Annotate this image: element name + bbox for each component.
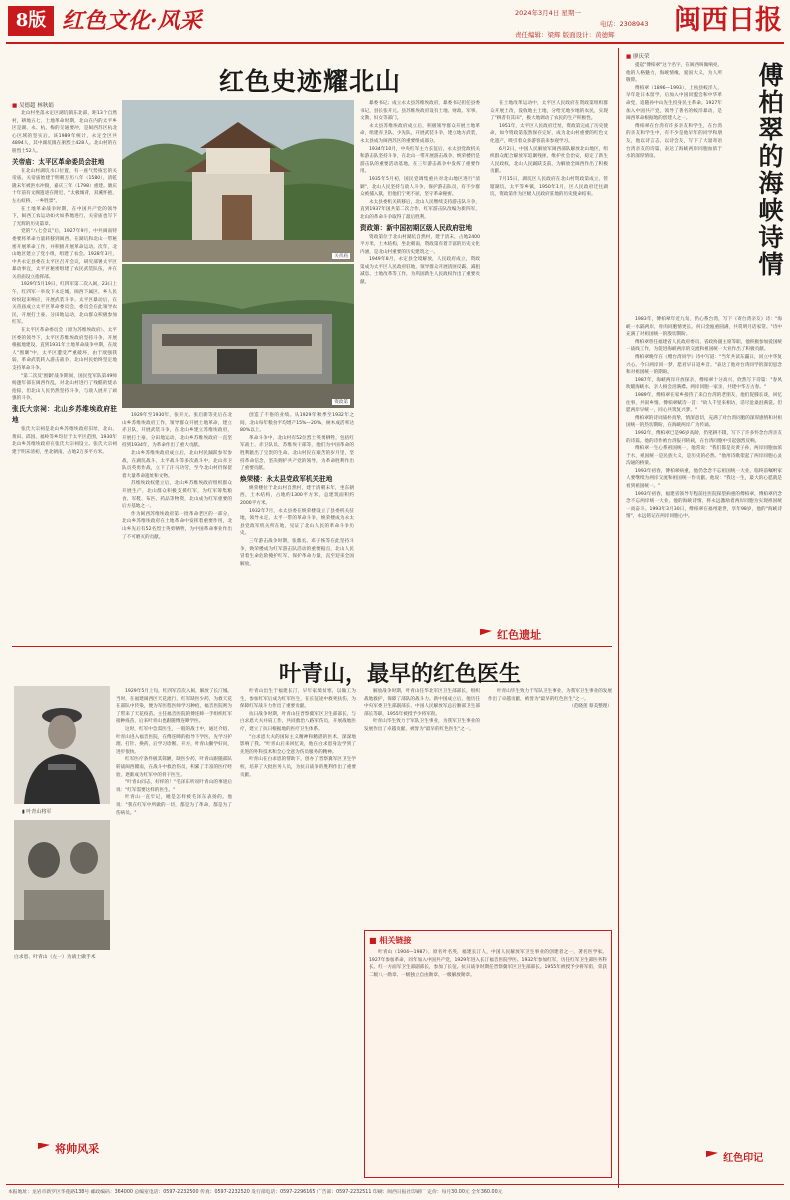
- paragraph: 1929年5月19日，红四军第二次入闽，23日上午，红四军一举攻下永定城，闽西下属区、乡人民纷纷起来响应，开展武装斗争。太平区暴动后，在关帝庙成立太平区革命委员会，委员会在此领导农民，开展打土豪、分田地运动，北山群众积极参加红军。: [12, 282, 117, 326]
- paragraph: 傅柏翠晚年在《赠台湾同学》诗中写道："当年共读东瀛日，同立中华复兴心。今日两岸同一梦，愿君早日返乡音。"表达了他对台湾同学的深切思念和对祖国统一的期盼。: [626, 354, 782, 376]
- guandi-temple-photo: [122, 100, 354, 262]
- article1-column-2: [122, 412, 232, 642]
- paragraph: 苏维埃政权建立后，北山乡苏维埃政府组织群众开展生产，北山群众积极支援红军，为红军筹集粮食、军鞋、布匹、药品等物资，北山成为红军重要的后方基地之一。: [122, 481, 232, 510]
- paragraph: "叶青山同志，好样的！"毛泽东听说叶青山的事迹后说："红军需要这样的医生。": [116, 780, 232, 793]
- paragraph: 党的"八七会议"后，1927年9月，中共闽南特委要将革命力量转移到闽西，在湖坑和北山一带秘密开展革命工作，并积极开展革命运动。次年，北山地区建立了党小组，组建了农会。1928年3月，中共永定县委在太平区召开会议，研究部署太平区暴动事宜，太平区秘密组建了农民武装队伍，并在关帝庙设立指挥部。: [12, 229, 117, 280]
- flag-icon: [480, 629, 492, 641]
- portrait-illustration: [14, 686, 110, 804]
- surgery-caption: 白求恩、叶青山（左一）为战士做手术: [14, 955, 96, 960]
- section-tag-label: 将帅风采: [55, 1142, 100, 1156]
- paragraph: 1929年至1930年，张开元、张启新等先后在北山乡苏维埃政府工作，领导群众开展土地革命，建立赤卫队，开展武装斗争，在北山乡建立苏维埃政府，开展打土豪、分田地运动，北山乡苏维埃政府一直坚持到1934年，为革命作出了重大贡献。: [122, 413, 232, 449]
- paragraph: 焕荣楼位于北山村自然村，建于清朝末年，坐东朝西，土木结构，占地约1300平方米，总建筑面积约2000平方米。: [240, 485, 354, 506]
- zizheng-mansion-photo: [122, 264, 354, 408]
- caption-text: 叶青山将军: [26, 809, 52, 815]
- subheading: 关帝庙：太平区革命委员会驻地: [12, 157, 105, 166]
- bio-heading-text: 相关链接: [379, 935, 412, 945]
- bio-box: [364, 930, 612, 1178]
- paragraph: 傅柏翠曾任福建省人民政府委员、省政协副主席等职，他积极参加爱国统一战线工作，为促进海峡两岸的交流和祖国统一大业作出了积极贡献。: [626, 339, 782, 353]
- masthead: [0, 0, 790, 44]
- mansion-illustration: [122, 264, 354, 408]
- page-label: 8版: [8, 6, 54, 36]
- paragraph: 叶青山一直牢记，她是怎样被毛泽东表扬的。他说："我在红军中所做的一切，都是为了革命，都是为了伤病员。": [116, 795, 232, 816]
- paragraph: 北山乡苏维埃政府成立后，北山村民踊跃参军参战，在湖坑战斗、太平战斗等多次战斗中，北山赤卫队员英勇作战，立下了汗马功劳，至今北山村仍保留着大量革命遗址和文物。: [122, 450, 232, 479]
- article1-column-1: [12, 110, 117, 642]
- paragraph: 在土地改革运动中，太平区人民政府在资政第组织群众开展土改，没收地主土地，分给无地少地的农民，实现了"耕者有其田"，极大地调动了农民的生产积极性。: [490, 101, 608, 122]
- ye-qingshan-portrait: [14, 686, 110, 804]
- paragraph: "第二次反'围剿'战争期间，国民党军队第49师杨逢年部在闽西作乱，对北山村进行了残酷的烧杀抢掠，但北山人民仍然坚持斗争，与敌人展开了顽强的斗争。: [12, 373, 117, 402]
- article3-title: 傅柏翠的海峡诗情: [755, 62, 784, 278]
- paragraph: 红军医疗条件极其简陋，缺医少药，叶青山跟随部队转战闽西赣南，在战斗中救治伤员，积累了丰富的医疗经验，逐渐成为红军中的骨干医生。: [116, 757, 232, 778]
- section-tag-label: 红色遗址: [497, 628, 542, 642]
- article1-column-4b: [490, 100, 608, 618]
- paragraph: 1987年，海峡两岸开放探亲，傅柏翠十分高兴，欣然写下诗篇："春风吹暖海峡水，亲人相会泪满襟。两岸同胞一家亲，共建中华万古春。": [626, 377, 782, 391]
- article1-column-4a: [360, 100, 480, 618]
- paragraph: 在土地革命战争时期，在中国共产党的领导下，闽西工农运动如火如荼地进行，关帝庙也写下了光辉的历史篇章。: [12, 206, 117, 227]
- paper-name: 闽西日报: [674, 5, 782, 36]
- author-marker-icon: ■: [12, 103, 19, 109]
- date-line: 2024年3月4日 星期一: [515, 9, 581, 17]
- flag-icon: [38, 1143, 50, 1155]
- footer-rule: [6, 1184, 784, 1185]
- paragraph: 1929年5月上旬，红四军首次入闽，解放了长汀城。当时，在福建闽西区天花流行，红军缺医少药，为救天花在部队中传染，便为军医程医师学习种痘，福音医院则为了带来了天花疫苗。主任福音医院的傅连暲一手组织红军接种疫苗，后来叶青山也跟随傅连暲学医。: [116, 689, 232, 725]
- article3-column-main: [626, 316, 782, 1136]
- paragraph: 革命斗争中，北山村有52位烈士英勇牺牲，包括红军战士、赤卫队员、苏维埃干部等，他们为中国革命的胜利献出了宝贵的生命。北山村民在艰苦的岁月里，坚持革命信念，坚决拥护共产党的领导，为革命胜利作出了重要贡献。: [240, 435, 354, 472]
- paragraph: 傅柏翠的诗词质朴真挚，情深意切，充满了对台湾同胞的深厚感情和对祖国统一的热切期盼，在海峡两岸广为传诵。: [626, 415, 782, 429]
- paragraph: 7月15日，湖坑区人民政府在北山村资政第成立，管辖湖坑、太平等乡镇，1950年1月，区人民政府迁往湖坑，资政第作为区级人民政府驻地的历史使命结束。: [490, 176, 608, 198]
- article1-column-3: [240, 412, 354, 642]
- article3-column-top: [626, 62, 722, 312]
- paragraph: 叶青山毕生致力于军队卫生事业，为我军卫生事业的发展作出了卓越贡献，被誉为"最早的红色医生"之一。: [488, 689, 612, 702]
- paragraph: 提起"傅柏翠"这个名字，在闽西叫做响亮。他的人格魅力，海峡情缘，爱国大义，为人所敬仰。: [626, 63, 722, 84]
- paragraph: 傅柏翠一生心系祖国统一，他常说："我们都是炎黄子孙，两岸同胞血浓于水，祖国统一是民族大义，是历史的必然。"他用诗歌架起了两岸同胞心灵沟通的桥梁。: [626, 446, 782, 467]
- paragraph: "白求恩大夫的国际主义精神和精湛的医术，深深地影响了我。"叶青山后来回忆说，他在白求恩身边学到了先进的外科技术和全心全意为伤员服务的精神。: [240, 734, 356, 755]
- paragraph: 1993年初春，傅柏翠病重，他仍念念不忘祖国统一大业，临终前嘱咐家人要继续为两岸交流和祖国统一作贡献。他说："我这一生，最大的心愿就是看到祖国统一。": [626, 468, 782, 490]
- photo-caption: 资政第: [334, 400, 348, 405]
- paragraph: 1932年7月，永太县委在焕荣楼设立了县委机关驻地，领导永定、太平一带的革命斗争，焕荣楼成为永太县党政军机关所在地，见证了北山人民的革命斗争历史。: [240, 508, 354, 537]
- paragraph: 张氏大宗祠是北山乡苏维埃政府旧址，北山、黄田、邱园、福岭等乡均位于太平区范围，1930年北山乡苏维埃政府在张氏大宗祠设立。张氏大宗祠建于明末清初，坐北朝南，占地2万多平方米。: [12, 426, 117, 455]
- paragraph: 1934年10月，中央红军主力长征后，永太县党政机关和游击队坚持斗争，在北山一带开展游击战争，焕荣楼仍是游击队的重要活动基地，在三年游击战争中发挥了重要作用。: [360, 146, 480, 175]
- bio-text: 叶青山（1904—1987），原名叶名英，福建长汀人，中国人民解放军卫生事业的创建者之一，著名医学家。1927年参加革命，同年加入中国共产党，1929年进入长汀福音医院学医。1932年参加红军，历任红军卫生部医务科长、红一方面军卫生部副部长，参加了长征。抗日战争时期任晋察冀军区卫生部部长。1955年被授予少将军衔，荣获二级八一勋章、一级独立自由勋章、一级解放勋章。: [369, 950, 607, 978]
- bio-heading: [369, 935, 607, 946]
- paragraph: 在北山村湖坑水口位置，有一座气势恢宏的关帝庙。关帝庙始建于明朝万历八年（1580），清乾隆末年被洪水冲毁，嘉庆三年（1798）重建。塘庆十年前有文阁遗迹在附近，"太极城背，双溪怀抱，左右虹桥，一乡胜景"。: [12, 168, 117, 204]
- portrait-caption: [22, 808, 51, 815]
- paragraph: 1935年5月初，国民党调集重兵对北山地区进行"清剿"，北山人民坚持与敌人斗争，保护游击队员，有不少群众被捕入狱，但他们宁死不屈，坚守革命秘密。: [360, 176, 480, 198]
- paragraph: 三年游击战争时期，张鼎丞、邓子恢等在此坚持斗争，焕荣楼成为红军游击队活动的重要据点，北山人民冒着生命危险掩护红军，保护革命力量，直至迎来全国解放。: [240, 538, 354, 567]
- section-tag-red-site: [480, 624, 541, 642]
- author-note: （范晓莲 蔡美整理）: [569, 704, 612, 710]
- right-column-rule: [618, 48, 619, 1188]
- paragraph: 这时，红军中急需医生，一般的战士中，通过介绍，叶青山进入福音医院，在傅连暲的指导下学医，先学习护理、打针、换药，后学习诊断、开方，叶青山勤学好问，进步很快。: [116, 726, 232, 755]
- paragraph: 1983年，傅柏翠年近九旬，仍心系台湾，写下《寄台湾亲友》诗："海峡一水隔两岸，骨肉同胞情更长。何日金瓯重圆满，共赏明月话家常。"诗中充满了对祖国统一的殷切期盼。: [626, 317, 782, 338]
- surgery-illustration: [14, 820, 110, 950]
- paragraph: 1951年，太平区人民政府迁址，资政第完成了历史使命，如今资政第依然保存完好，成为北山村重要的红色文化遗产，吸引着众多游客前来参观学习。: [490, 123, 608, 144]
- section-divider: [12, 646, 612, 647]
- paragraph: 永太县委机关转移后，北山人民继续支持游击队斗争，直到1937年国共第二次合作，红军游击队改编为新四军，北山的革命斗争取得了最后胜利。: [360, 199, 480, 220]
- article2-column-4: [488, 688, 612, 924]
- photo-caption: 关帝庙: [334, 254, 348, 259]
- paragraph: 创造了不俗的业绩。从1929年秋季至1932年之间，北山每年粮食平均增产15%—20%，树木成活率达80%以上。: [240, 413, 354, 434]
- caption-marker-icon: ▮: [22, 809, 25, 815]
- paragraph: 1949年8月，永定县全境解放，人民政府成立，资政第成为太平区人民政府驻地，领导群众开展清匪反霸、减租减息、土地改革等工作，为巩固新生人民政权作出了重要贡献。: [360, 257, 480, 286]
- paragraph: 傅柏翠（1896—1993），上杭县蛟洋人，早年赴日本留学，后加入中国同盟会和中华革命党，追随孙中山先生投身民主革命。1927年加入中国共产党，领导了著名的蛟洋暴动，是闽西革命根据地的创建人之一。: [626, 85, 722, 122]
- paragraph: 永太县苏维埃政府成立后，积极领导群众开展土地革命，组建赤卫队、少先队，开展武装斗争，建立地方武装，永太县成为闽西苏区的重要组成部分。: [360, 123, 480, 144]
- section-tag-generals: [38, 1138, 99, 1157]
- paragraph: 叶青山毕生致力于军队卫生事业，为我军卫生事业的发展作出了卓越贡献，被誉为"最早的红色医生"之一。: [364, 719, 480, 732]
- paragraph: 叶青山在白求恩的帮助下，创办了晋察冀军区卫生学校，培养了大批医务人员，为抗日战争的胜利作出了重要贡献。: [240, 757, 356, 778]
- paragraph: 1992年，傅柏翠已是96岁高龄，仍笔耕不辍，写下了许多怀念台湾亲友的诗篇。他的诗作被台湾报刊转载，在台湾同胞中引起强烈反响。: [626, 430, 782, 444]
- editor-line: 责任编辑：梁辉 版面设计：黄德辉: [515, 31, 615, 39]
- subheading: 资政第：新中国初期区级人民政府驻地: [360, 223, 473, 232]
- author-name: 廖庆荣: [632, 54, 650, 60]
- subheading: 张氏大宗祠：北山乡苏维埃政府驻地: [12, 404, 117, 424]
- paragraph: 傅柏翠在台湾有许多亲友和学生，在台湾的亲友和学生中，有不少是他早年的同学和朋友，他以诗言志，以诗会友，写下了大量寄语台湾亲友的诗篇，表达了海峡两岸同胞血浓于水的深厚情谊。: [626, 123, 722, 160]
- author-marker-icon: ■: [626, 54, 633, 60]
- article1-column-4: [360, 100, 612, 620]
- paragraph: 在太平区革命委员会（原为苏维埃政府）、太平区委的领导下，太平区苏维埃政府坚持斗争，开展根据地建设，直到1931年土地革命战争中期，在敌人"围剿"中，太平区遭受严重破坏，由于敌强我弱，革命武装转入游击战争，北山村民始终坚定地支持革命斗争。: [12, 328, 117, 371]
- paragraph: 6月2日，中国人民解放军闽西部队解放北山地区，组织群众配合解放军追剿残匪，维护社会治安，稳定了新生人民政权，北山人民踊跃支前，为解放全闽西作出了积极贡献。: [490, 146, 608, 175]
- paragraph: 北山村坐落永定区湖坑镇东北部，距13个自然村，耕地五七，土地革命时期，北山在内的太平乡区是湖、永、杭、梅的交通要冲，是闽西苏区杭北心区域的坚实后。该1989年统计，永定全区共4894人，其中湖坑镇在册烈士428人。北山村的在册烈士52人。: [12, 111, 117, 154]
- paragraph: 叶青山出生于福建长汀，早年家境贫寒，以做工为生，参加红军后成为红军医生，在长征途中救死扶伤，为保障红军战斗力作出了重要贡献。: [240, 689, 356, 710]
- author-name: 吴德超 林秋娟: [18, 103, 54, 109]
- footer-text: 本报地址：龙岩市新罗区华莲路138号 邮政编码：364000 总编室电话：0597-2232500 传真：0597-2232520 发行部电话：0597-2296165 广告部：0597-2232511 印刷：闽西日报社印刷厂 定价：每月30.00元 全年360.00元: [8, 1190, 503, 1195]
- article1-author: [12, 101, 54, 109]
- article2-column-2: [240, 688, 356, 1178]
- phone-line: 电话：2308943: [600, 20, 649, 28]
- flag-icon: [706, 1151, 718, 1163]
- paragraph: 解放战争时期，叶青山任华北军区卫生部部长，组织战地救护，保障了部队的战斗力。新中国成立后，他历任中央军委卫生部副部长、中国人民解放军总后勤部卫生部部长等职，1955年被授予少将军衔。: [364, 689, 480, 717]
- bethune-surgery-photo: [14, 820, 110, 950]
- subheading: 焕荣楼：永太县党政军机关驻地: [240, 474, 333, 483]
- section-tag-red-mark: [706, 1146, 763, 1165]
- article2-column-1: [116, 688, 232, 1178]
- paragraph: 1989年，傅柏翠在家乡接待了来自台湾的老朋友，他们促膝长谈，回忆往事，共叙乡情。傅柏翠赋诗一首："故人千里来相访，话尽沧桑泪满裳。但愿两岸早统一，同心共筑复兴梦。": [626, 392, 782, 414]
- column-name: 红色文化·风采: [62, 8, 202, 34]
- paragraph: 抗日战争时期，叶青山任晋察冀军区卫生部部长，与白求恩大夫并肩工作，共同救治八路军伤员，开展战地医疗，建立了抗日根据地的医疗卫生体系。: [240, 711, 356, 732]
- paragraph: 资政第位于北山村湖坑自然村，建于清末，占地2400平方米，土木结构，坐北朝南，资政第有着丰富的历史文化内涵，是北山村重要的历史建筑之一。: [360, 234, 480, 255]
- article1-title: 红色史迹耀北山: [218, 67, 401, 96]
- paragraph: 作为闽西苏维埃政府第一批革命老区的一部分，北山乡苏维埃政府在土地革命中发挥着重要作用，北山乡先后有52名烈士英勇牺牲，为中国革命事业作出了不可磨灭的贡献。: [122, 511, 232, 540]
- section-tag-label: 红色印记: [723, 1153, 764, 1164]
- masthead-rule: [6, 42, 784, 44]
- article3-author: [626, 52, 649, 60]
- paragraph: 1993年初春，福建省领导专程前往医院探望病重的傅柏翠，傅柏翠仍念念不忘两岸统一大业，他的海峡诗情，将永远激励着两岸同胞为实现祖国统一而奋斗。1993年3月30日，傅柏翠在福州逝世，享年98岁，他的"海峡诗情"，永远铭记在两岸同胞心中。: [626, 491, 782, 520]
- paragraph: 暴委书记；成立永太县苏维埃政府，暴委书记担任县委书记，县长张开元。县苏维埃政府设有土地、财政、军事、文教、妇女等部门。: [360, 101, 480, 122]
- temple-illustration: [122, 100, 354, 262]
- link-marker-icon: ■: [369, 935, 377, 945]
- article2-title: 叶青山，最早的红色医生: [278, 661, 521, 687]
